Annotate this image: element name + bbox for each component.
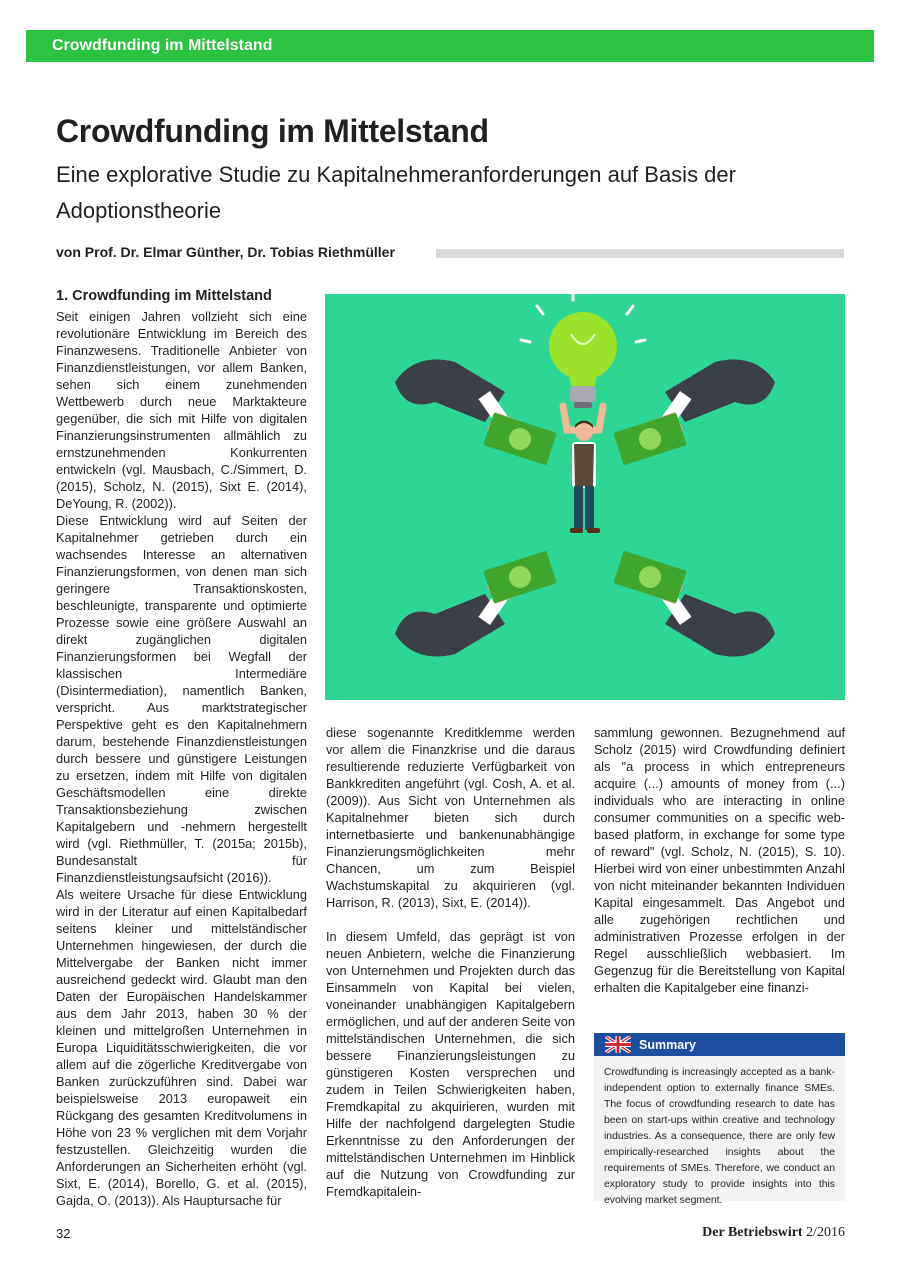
journal-footer <box>702 1225 845 1241</box>
paragraph: sammlung gewonnen. Bezugnehmend auf Scholz (2015) wird Crowdfunding definiert als "a process in which entrepreneurs acquire (...) amounts of money from (...) individuals who are interacting in online consumer communities on a specific web-based platform, in exchange for some type of reward" (vgl. Scholz, N. (2015), S. 10). Hierbei wird von einer unbestimmten Anzahl von nicht miteinander bekannten Individuen Kapital eingesammelt. Das Angebot und alle zugehörigen rechtlichen und administrativen Prozesse erfolgen in der Regel ausschließlich webbasiert. Im Gegenzug für die Bereitstellung von Kapital erhalten die Kapitalgeber eine finanzi- <box>594 725 845 995</box>
summary-text: Crowdfunding is increasingly accepted as a bank-independent option to externally finance SMEs. The focus of crowdfunding research to date has been on start-ups within creative and technology industries. As a consequence, there are only few empirically-researched insights about the requirements of SMEs. Therefore, we conduct an exploratory study to provide insights into this evolving market segment. <box>604 1067 835 1206</box>
article-title: Crowdfunding im Mittelstand <box>56 113 489 149</box>
text-column-2 <box>326 724 575 1200</box>
hand-with-money-icon <box>395 360 557 466</box>
paragraph: Diese Entwicklung wird auf Seiten der Kapitalnehmer getrieben durch ein wachsendes Interesse an alternativen Finanzierungsformen, von denen man sich geringere Transaktionskosten, beschleunigte, transparente und optimierte Prozesse sowie eine größere Auswahl an direkt zugänglichen digitalen Finanzierungsformen bei Wegfall der klassischen Intermediäre (Disintermediation), namentlich Banken, verspricht. Aus marktstrategischer Perspektive geht es den Kapitalnehmern darum, bestehende Finanzdienstleistungen durch bessere und günstigere Leistungen zu ersetzen, indem mit Hilfe von digitalen Geschäftsmodellen eine direkte Transaktionsbeziehung zwischen Kapitalgebern und -nehmern hergestellt wird (vgl. Riethmüller, T. (2015a; 2015b), Bundesanstalt für Finanzdienstleistungsaufsicht (2016)). <box>56 513 307 885</box>
paragraph: Als weitere Ursache für diese Entwicklung wird in der Literatur auf einen Kapitalbedarf seitens kleiner und mittelständischer Unternehmen hingewiesen, der durch die Mittelvergabe der Banken nicht immer ausreichend gedeckt wird. Glaubt man den Daten der Europäischen Handelskammer aus dem Jahr 2013, haben 30 % der kleinen und mittelgroßen Unternehmen in Europa Liquiditätsschwierigkeiten, die vor allem auf die zögerliche Kreditvergabe von Banken zurückzuführen sind. Dabei war beispielsweise 2013 europaweit ein Rückgang des gesamten Kreditvolumens in Höhe von 23 % verglichen mit dem Vorjahr festzustellen. Gleichzeitig wurden die Anforderungen an Sicherheiten erhöht (vgl. Sixt, E. (2014), Borello, G. et al. (2015), Gajda, O. (2013)). Als Hauptursache für <box>56 887 307 1208</box>
article-subtitle: Eine explorative Studie zu Kapitalnehmeranforderungen auf Basis der Adoptionstheorie <box>56 162 736 223</box>
hand-with-money-icon <box>395 551 557 657</box>
page-number: 32 <box>56 1226 71 1241</box>
hand-with-money-icon <box>613 360 775 466</box>
summary-box <box>594 1033 845 1206</box>
illustration-graphic <box>325 294 845 700</box>
text-column-1 <box>56 308 307 1209</box>
lightbulb-icon <box>549 312 617 408</box>
article-authors: von Prof. Dr. Elmar Günther, Dr. Tobias Riethmüller <box>56 244 395 260</box>
crowdfunding-illustration <box>325 294 845 700</box>
paragraph: Seit einigen Jahren vollzieht sich eine revolutionäre Entwicklung im Bereich des Finanzwesens. Traditionelle Anbieter von Finanzdienstleistungen, vor allem Banken, sehen sich einem zunehmenden Wettbewerb durch neue Marktakteure gegenüber, die sich mit Hilfe von digitalen Finanzierungsinstrumenten allmählich zu ernstzunehmenden Konkurrenten entwickeln (vgl. Mausbach, C./Simmert, D. (2015), Scholz, N. (2015), Sixt E. (2014), DeYoung, R. (2002)). <box>56 309 307 511</box>
section-header-label: Crowdfunding im Mittelstand <box>52 37 273 54</box>
person-holding-bulb-icon <box>563 406 603 533</box>
author-divider <box>436 249 844 258</box>
text-column-3 <box>594 724 845 996</box>
summary-header <box>594 1033 845 1056</box>
hand-with-money-icon <box>613 551 775 657</box>
uk-flag-icon <box>605 1036 631 1053</box>
journal-issue: 2/2016 <box>806 1225 845 1240</box>
journal-name: Der Betriebswirt <box>702 1225 803 1240</box>
section-heading: 1. Crowdfunding im Mittelstand <box>56 288 272 304</box>
summary-heading: Summary <box>639 1038 696 1052</box>
paragraph: diese sogenannte Kreditklemme werden vor allem die Finanzkrise und die daraus resultierende reduzierte Verfügbarkeit von Bankkrediten angeführt (vgl. Cosh, A. et al. (2009)). Aus Sicht von Unternehmen als Kapitalnehmer bieten sich durch internetbasierte und bankenunabhängige Finanzierungsmöglichkeiten mehr Chancen, um zum Beispiel Wachstumskapital zu akquirieren (vgl. Harrison, R. (2013), Sixt, E. (2014)). <box>326 725 575 910</box>
paragraph: In diesem Umfeld, das geprägt ist von neuen Anbietern, welche die Finanzierung von Unternehmen und Projekten durch das Einsammeln von Kapital bei vielen, voneinander unabhängigen Kapitalgebern ermöglichen, und auf der anderen Seite von mittelständischen Unternehmen, die sich bessere Finanzierungsleistungen zu günstigeren Kosten versprechen und zudem in Teilen Schwierigkeiten haben, Fremdkapital zu akquirieren, wurden mit Hilfe der nachfolgend dargelegten Studie Erkenntnisse zu den Anforderungen der mittelständischen Unternehmen im Hinblick auf die Nutzung von Crowdfunding zur Fremdkapitalein- <box>326 929 575 1199</box>
section-header-bar <box>26 30 874 62</box>
